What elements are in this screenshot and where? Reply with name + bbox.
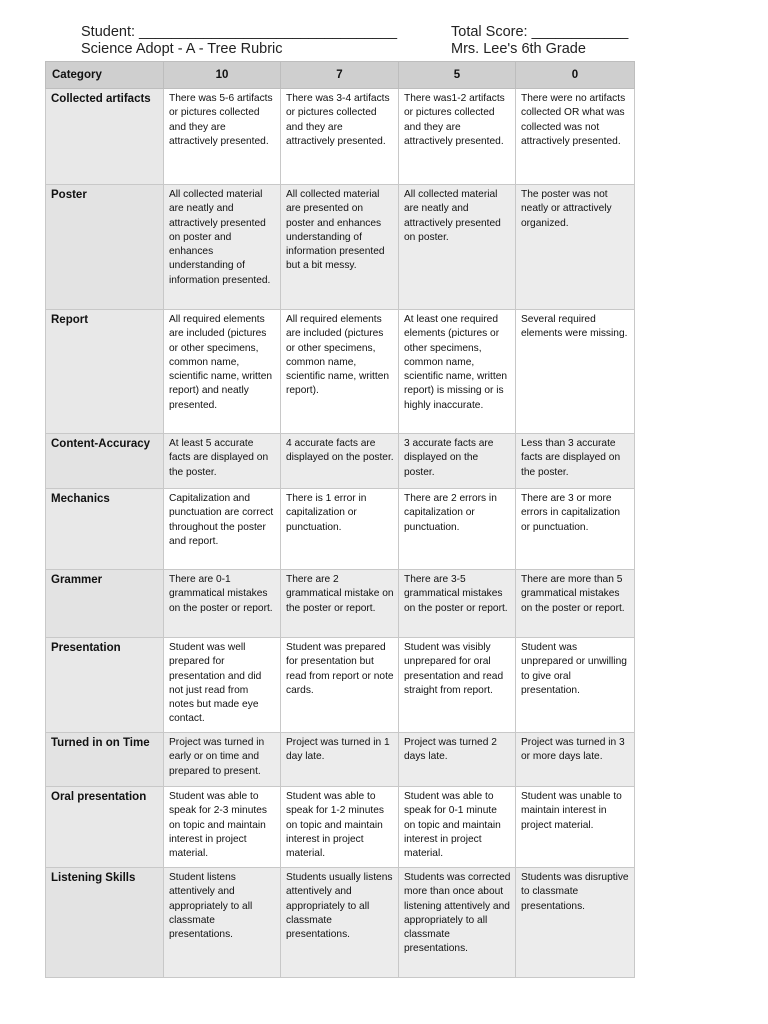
category-label: Grammer [46, 570, 164, 638]
criteria-cell: Student was visibly unprepared for oral presentation and read straight from report. [399, 638, 516, 733]
rubric-row-poster [46, 185, 635, 310]
column-header-score-7: 7 [281, 62, 399, 89]
student-name-line: Student: ________________________________ [81, 24, 398, 40]
teacher-class: Mrs. Lee's 6th Grade [451, 41, 586, 57]
rubric-row-report [46, 310, 635, 434]
criteria-cell: At least one required elements (pictures or other specimens, common name, scientific name, written report) is missing or is highly inaccurate. [399, 310, 516, 434]
criteria-cell: The poster was not neatly or attractively organized. [516, 185, 635, 310]
criteria-cell: Students usually listens attentively and appropriately to all classmate presentations. [281, 868, 399, 978]
criteria-cell: 4 accurate facts are displayed on the poster. [281, 434, 399, 489]
column-header-score-10: 10 [164, 62, 281, 89]
rubric-row-content-accuracy [46, 434, 635, 489]
criteria-cell: Students was disruptive to classmate presentations. [516, 868, 635, 978]
criteria-cell: There are more than 5 grammatical mistakes on the poster or report. [516, 570, 635, 638]
total-score-line: Total Score: ____________ [451, 24, 629, 40]
rubric-row-grammer [46, 570, 635, 638]
header-row-2 [81, 41, 641, 58]
criteria-cell: Student was prepared for presentation but read from report or note cards. [281, 638, 399, 733]
rubric-row-turned-in-on-time [46, 733, 635, 787]
criteria-cell: Student listens attentively and appropriately to all classmate presentations. [164, 868, 281, 978]
criteria-cell: 3 accurate facts are displayed on the poster. [399, 434, 516, 489]
criteria-cell: Student was able to speak for 2-3 minutes on topic and maintain interest in project material. [164, 787, 281, 868]
rubric-row-listening-skills [46, 868, 635, 978]
category-label: Oral presentation [46, 787, 164, 868]
category-label: Collected artifacts [46, 89, 164, 185]
criteria-cell: Student was unable to maintain interest in project material. [516, 787, 635, 868]
criteria-cell: Less than 3 accurate facts are displayed on the poster. [516, 434, 635, 489]
criteria-cell: All collected material are neatly and attractively presented on poster. [399, 185, 516, 310]
criteria-cell: All required elements are included (pictures or other specimens, common name, scientific name, written report) and neatly presented. [164, 310, 281, 434]
category-label: Mechanics [46, 489, 164, 570]
criteria-cell: At least 5 accurate facts are displayed on the poster. [164, 434, 281, 489]
criteria-cell: Project was turned 2 days late. [399, 733, 516, 787]
category-label: Turned in on Time [46, 733, 164, 787]
criteria-cell: Capitalization and punctuation are correct throughout the poster and report. [164, 489, 281, 570]
criteria-cell: There was 5-6 artifacts or pictures collected and they are attractively presented. [164, 89, 281, 185]
criteria-cell: Students was corrected more than once about listening attentively and appropriately to all classmate presentations. [399, 868, 516, 978]
column-header-category: Category [46, 62, 164, 89]
rubric-row-collected-artifacts [46, 89, 635, 185]
criteria-cell: Student was able to speak for 1-2 minutes on topic and maintain interest in project material. [281, 787, 399, 868]
header-row-1 [81, 24, 641, 41]
criteria-cell: There are 2 errors in capitalization or punctuation. [399, 489, 516, 570]
rubric-row-oral-presentation [46, 787, 635, 868]
criteria-cell: There is 1 error in capitalization or punctuation. [281, 489, 399, 570]
rubric-row-presentation [46, 638, 635, 733]
criteria-cell: There are 2 grammatical mistake on the poster or report. [281, 570, 399, 638]
criteria-cell: Student was unprepared or unwilling to give oral presentation. [516, 638, 635, 733]
criteria-cell: There was 3-4 artifacts or pictures collected and they are attractively presented. [281, 89, 399, 185]
rubric-table [45, 61, 635, 978]
document-header [81, 24, 641, 58]
criteria-cell: Student was able to speak for 0-1 minute on topic and maintain interest in project material. [399, 787, 516, 868]
criteria-cell: All collected material are presented on poster and enhances understanding of information presented but a bit messy. [281, 185, 399, 310]
category-label: Presentation [46, 638, 164, 733]
criteria-cell: There are 0-1 grammatical mistakes on the poster or report. [164, 570, 281, 638]
criteria-cell: Student was well prepared for presentation and did not just read from notes but made eye contact. [164, 638, 281, 733]
rubric-title: Science Adopt - A - Tree Rubric [81, 41, 283, 57]
criteria-cell: There were no artifacts collected OR what was collected was not attractively presented. [516, 89, 635, 185]
category-label: Poster [46, 185, 164, 310]
criteria-cell: Project was turned in 1 day late. [281, 733, 399, 787]
column-header-score-0: 0 [516, 62, 635, 89]
criteria-cell: Project was turned in early or on time and prepared to present. [164, 733, 281, 787]
category-label: Report [46, 310, 164, 434]
criteria-cell: Project was turned in 3 or more days late. [516, 733, 635, 787]
column-header-score-5: 5 [399, 62, 516, 89]
criteria-cell: All collected material are neatly and attractively presented on poster and enhances understanding of information presented. [164, 185, 281, 310]
rubric-row-mechanics [46, 489, 635, 570]
category-label: Listening Skills [46, 868, 164, 978]
category-label: Content-Accuracy [46, 434, 164, 489]
criteria-cell: Several required elements were missing. [516, 310, 635, 434]
rubric-header-row [46, 62, 635, 89]
criteria-cell: There was1-2 artifacts or pictures collected and they are attractively presented. [399, 89, 516, 185]
criteria-cell: There are 3 or more errors in capitalization or punctuation. [516, 489, 635, 570]
criteria-cell: All required elements are included (pictures or other specimens, common name, scientific name, written report). [281, 310, 399, 434]
criteria-cell: There are 3-5 grammatical mistakes on the poster or report. [399, 570, 516, 638]
